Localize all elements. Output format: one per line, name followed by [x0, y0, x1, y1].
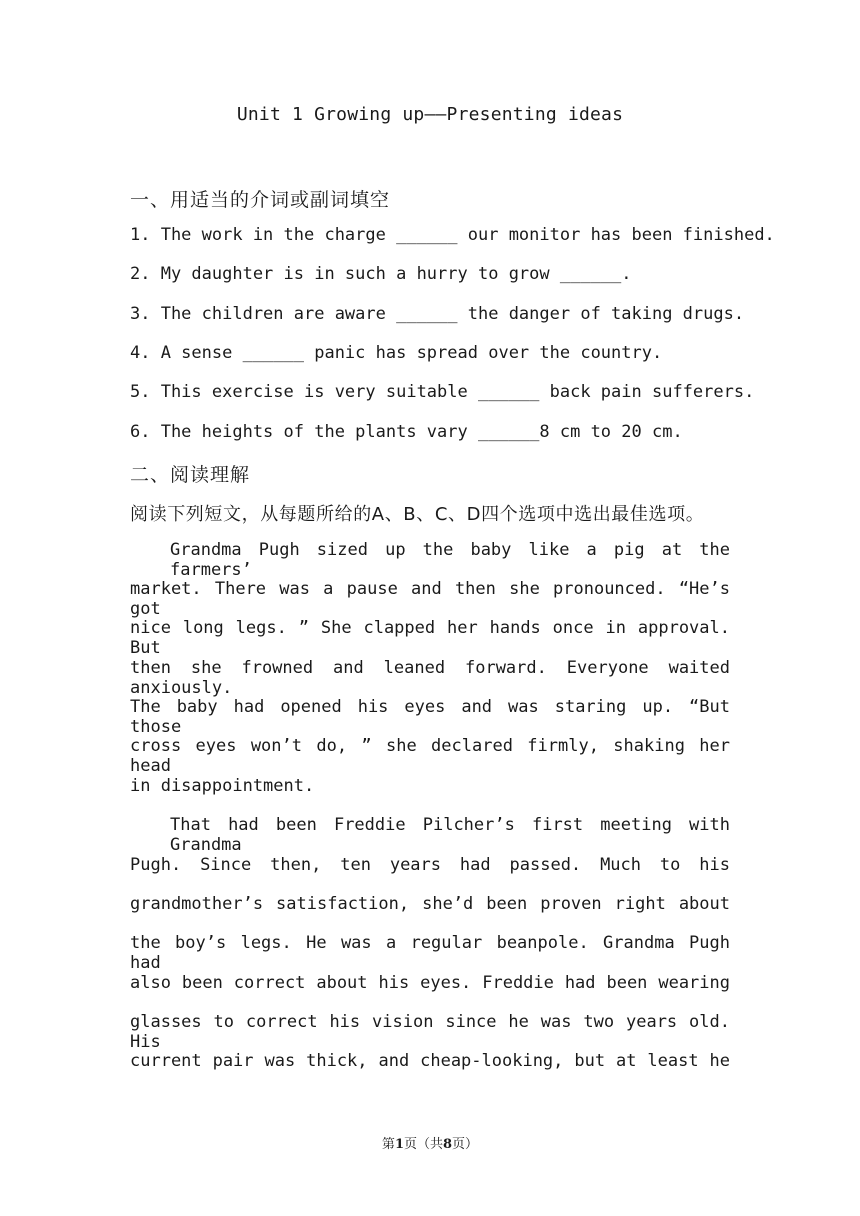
passage-line: cross eyes won’t do, ” she declared firmly, shaking her head: [130, 736, 730, 776]
section-heading-reading: 二、阅读理解: [130, 464, 251, 486]
passage-line: Grandma Pugh sized up the baby like a pig at the farmers’: [170, 540, 730, 580]
question-line-1: 1. The work in the charge ______ our monitor has been finished.: [130, 225, 775, 245]
document-title: Unit 1 Growing up——Presenting ideas: [236, 104, 624, 125]
footer-suffix: 页）: [452, 1137, 479, 1152]
section-heading-fill-in: 一、用适当的介词或副词填空: [130, 189, 391, 211]
passage-line: grandmother’s satisfaction, she’d been proven right about: [130, 894, 730, 914]
question-line-5: 5. This exercise is very suitable ______ back pain sufferers.: [130, 382, 755, 402]
question-line-3: 3. The children are aware ______ the danger of taking drugs.: [130, 304, 745, 324]
footer-middle: 页（共: [403, 1137, 443, 1152]
passage-line: That had been Freddie Pilcher’s first meeting with Grandma: [170, 815, 730, 855]
passage-line: in disappointment.: [130, 776, 315, 796]
footer-total-pages: 8: [443, 1137, 453, 1152]
question-line-4: 4. A sense ______ panic has spread over the country.: [130, 343, 663, 363]
passage-line: Pugh. Since then, ten years had passed. Much to his: [130, 855, 730, 875]
passage-line: also been correct about his eyes. Freddie had been wearing: [130, 973, 730, 993]
passage-line: then she frowned and leaned forward. Everyone waited anxiously.: [130, 658, 730, 698]
reading-instruction: 阅读下列短文，从每题所给的A、B、C、D四个选项中选出最佳选项。: [130, 504, 705, 525]
passage-line: glasses to correct his vision since he was two years old. His: [130, 1012, 730, 1052]
footer-page-number: 1: [394, 1137, 404, 1152]
passage-line: The baby had opened his eyes and was staring up. “But those: [130, 697, 730, 737]
passage-line: current pair was thick, and cheap-looking, but at least he: [130, 1051, 730, 1071]
passage-line: nice long legs. ” She clapped her hands once in approval. But: [130, 618, 730, 658]
passage-line: market. There was a pause and then she pronounced. “He’s got: [130, 579, 730, 619]
question-line-2: 2. My daughter is in such a hurry to grow ______.: [130, 264, 632, 284]
passage-line: the boy’s legs. He was a regular beanpole. Grandma Pugh had: [130, 933, 730, 973]
footer-prefix: 第: [381, 1137, 395, 1152]
page-footer: [0, 1133, 860, 1152]
question-line-6: 6. The heights of the plants vary ______8 cm to 20 cm.: [130, 422, 683, 442]
